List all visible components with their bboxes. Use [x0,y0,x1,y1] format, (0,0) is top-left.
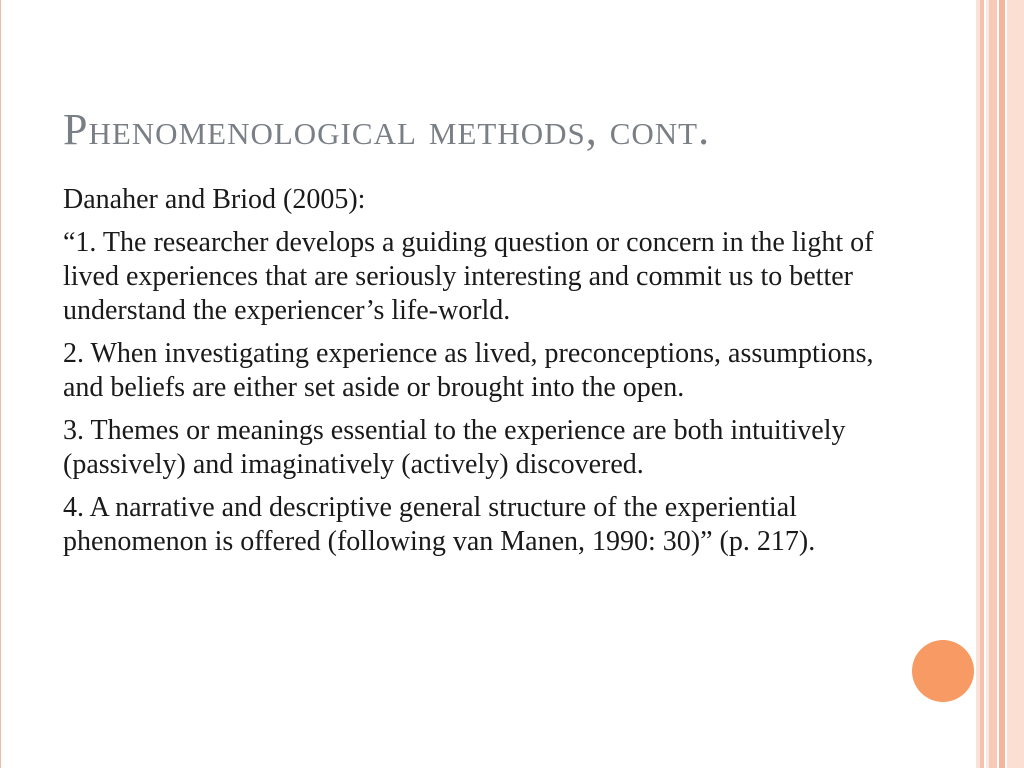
stripe [1007,0,1024,768]
left-border-line [0,0,1,768]
stripe [999,0,1005,768]
stripe [980,0,984,768]
slide-title: Phenomenological methods, cont. [63,105,711,154]
citation-line: Danaher and Briod (2005): [63,184,366,215]
decorative-stripes [976,0,1024,768]
step-3-paragraph: 3. Themes or meanings essential to the experience are both intuitively (passively) and imaginatively (actively) discovered. [63,415,846,480]
step-1-paragraph: “1. The researcher develops a guiding question or concern in the light of lived experiences that are seriously interesting and commit us to better understand the experiencer’s life-world. [63,227,874,326]
decorative-circle [912,640,974,702]
stripe [989,0,997,768]
step-4-paragraph: 4. A narrative and descriptive general structure of the experiential phenomenon is offered (following van Manen, 1990: 30)” (p. 217). [63,492,816,557]
step-2-paragraph: 2. When investigating experience as lived, preconceptions, assumptions, and beliefs are either set aside or brought into the open. [63,338,874,403]
slide-body [63,183,883,568]
